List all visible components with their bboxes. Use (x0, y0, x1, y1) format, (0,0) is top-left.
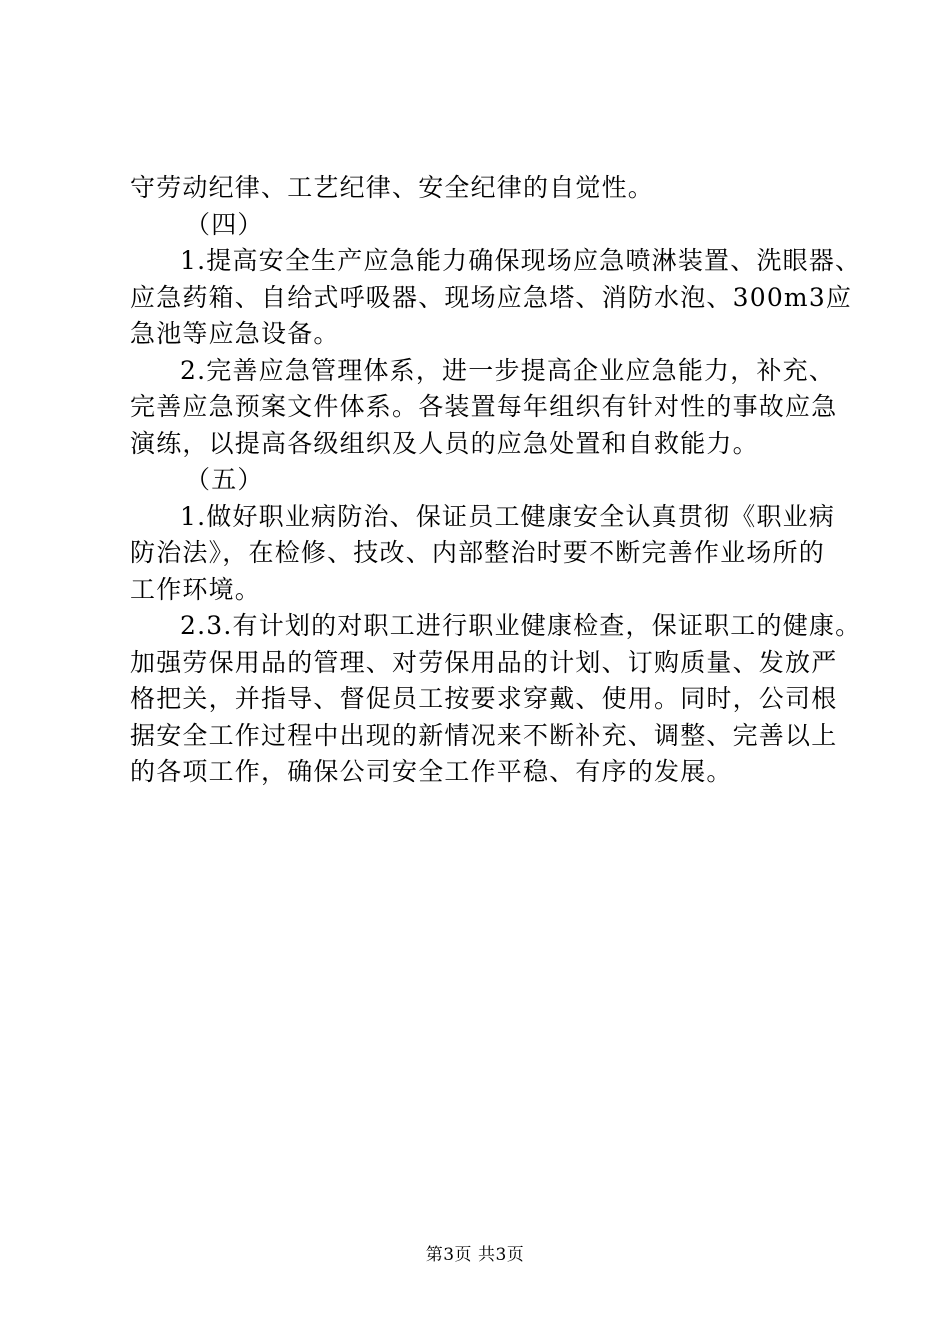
body-line: 守劳动纪律、工艺纪律、安全纪律的自觉性。 (130, 173, 655, 202)
body-line: 1.提高安全生产应急能力确保现场应急喷淋装置、洗眼器、 (180, 246, 862, 275)
body-line: 1.做好职业病防治、保证员工健康安全认真贯彻《职业病 (180, 501, 836, 531)
body-line: 的各项工作，确保公司安全工作平稳、有序的发展。 (130, 757, 733, 786)
body-line: 2.3.有计划的对职工进行职业健康检查，保证职工的健康。 (180, 611, 862, 640)
body-line: 据安全工作过程中出现的新情况来不断补充、调整、完善以上 (130, 720, 838, 750)
section-heading-four: （四） (185, 209, 264, 239)
body-line: 2.完善应急管理体系，进一步提高企业应急能力，补充、 (180, 355, 836, 385)
body-line: 演练，以提高各级组织及人员的应急处置和自救能力。 (130, 428, 759, 458)
body-line: 格把关，并指导、督促员工按要求穿戴、使用。同时，公司根 (130, 684, 838, 713)
body-line: 加强劳保用品的管理、对劳保用品的计划、订购质量、发放严 (130, 647, 838, 677)
body-line: 完善应急预案文件体系。各装置每年组织有针对性的事故应急 (130, 392, 838, 421)
body-line: 急池等应急设备。 (130, 319, 340, 348)
section-heading-five: （五） (185, 465, 264, 494)
page-number-footer: 第3页 共3页 (425, 1245, 525, 1265)
document-body (130, 170, 862, 791)
body-line: 工作环境。 (130, 574, 262, 604)
body-line: 防治法》，在检修、技改、内部整治时要不断完善作业场所的 (130, 538, 825, 567)
body-line: 应急药箱、自给式呼吸器、现场应急塔、消防水泡、300m3应 (130, 282, 853, 312)
